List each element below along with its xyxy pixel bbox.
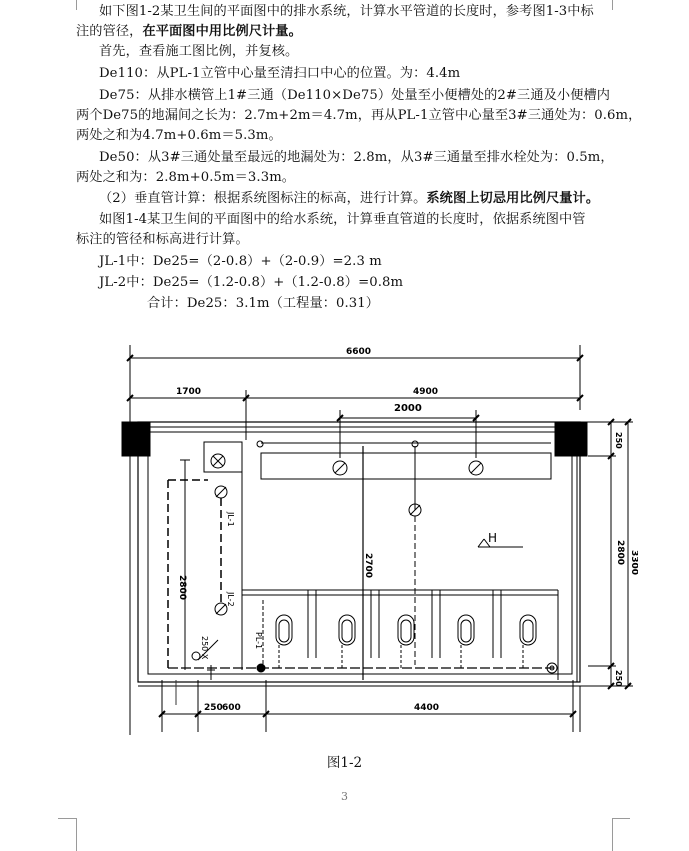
calc-jl1: JL-1中：De25=（2-0.8）+（2-0.9）=2.3 m <box>99 254 382 269</box>
toilet-5 <box>520 615 536 645</box>
paragraph-2: 首先，查看施工图比例，并复核。 <box>99 44 299 59</box>
paragraph-1-line-2 <box>76 22 302 42</box>
dim-4400: 4400 <box>414 703 440 713</box>
crop-mark-bottom-left-h <box>58 818 76 819</box>
crop-mark-top-left <box>76 0 77 10</box>
pl1-riser <box>257 664 265 672</box>
label-h: H <box>488 531 498 545</box>
label-pl1: PL-1 <box>254 632 263 650</box>
paragraph-6 <box>99 189 599 209</box>
toilet-4 <box>458 615 474 645</box>
dim-2800-left: 2800 <box>177 575 187 601</box>
dim-3300: 3300 <box>629 550 638 576</box>
crop-mark-bottom-right-v <box>612 818 613 851</box>
urinal-trough <box>261 453 551 479</box>
page-number: 3 <box>341 790 348 803</box>
column-left <box>122 422 150 456</box>
paragraph-4-line-3: 两处之和为4.7m+0.6m＝5.3m。 <box>76 128 282 143</box>
paragraph-3: De110：从PL-1立管中心量至清扫口中心的位置。为：4.4m <box>99 66 461 81</box>
shaft-box <box>204 442 242 472</box>
dim-2700: 2700 <box>363 553 373 579</box>
paragraph-1-bold: 在平面图中用比例尺计量。 <box>142 24 302 39</box>
paragraph-5-line-2: 两处之和为：2.8m+0.5m＝3.3m。 <box>76 170 296 185</box>
toilet-1 <box>276 615 292 645</box>
dim-4900: 4900 <box>413 387 439 397</box>
toilet-3 <box>398 615 414 645</box>
dim-600: 600 <box>222 703 241 713</box>
paragraph-4-line-2: 两个De75的地漏间之长为：2.7m+2m＝4.7m，再从PL-1立管中心量至3#三通处为：0.6m， <box>76 108 642 123</box>
floor-plan-drawing <box>118 340 638 740</box>
crop-mark-bottom-left-v <box>76 818 77 851</box>
paragraph-1-normal: 注的管径， <box>76 24 143 39</box>
dim-250-left: 250 <box>204 703 223 713</box>
label-jl2: JL-2 <box>226 592 235 607</box>
dim-6600: 6600 <box>346 347 372 357</box>
crop-mark-top-right <box>612 0 613 10</box>
toilet-2 <box>339 615 355 645</box>
paragraph-5-line-1: De50：从3#三通处量至最远的地漏处为：2.8m，从3#三通量至排水栓处为：0.5m， <box>99 150 614 165</box>
dim-250-top: 250 <box>614 432 623 449</box>
floor-plan-svg <box>118 340 638 740</box>
dim-2800-right: 2800 <box>615 540 625 566</box>
calc-total: 合计：De25：3.1m（工程量：0.31） <box>147 296 380 311</box>
crop-mark-bottom-right-h <box>612 818 630 819</box>
paragraph-6-bold: 系统图上切忌用比例尺量计。 <box>426 191 600 206</box>
dim-2000: 2000 <box>394 403 422 414</box>
column-right <box>555 422 587 456</box>
paragraph-6-normal: （2）垂直管计算：根据系统图标注的标高，进行计算。 <box>99 191 427 206</box>
dim-250-bottom: 250 <box>614 670 623 687</box>
label-jl1: JL-1 <box>226 512 235 527</box>
paragraph-1-line-1: 如下图1-2某卫生间的平面图中的排水系统，计算水平管道的长度时，参考图1-3中标 <box>99 4 594 19</box>
paragraph-7-line-1: 如图1-4某卫生间的平面图中的给水系统，计算垂直管道的长度时，依据系统图中管 <box>99 212 586 227</box>
paragraph-7-line-2: 标注的管径和标高进行计算。 <box>76 232 249 247</box>
label-250x: 250 X <box>200 636 209 660</box>
dim-1700: 1700 <box>176 387 202 397</box>
inner-wall <box>148 432 572 674</box>
calc-jl2: JL-2中：De25=（1.2-0.8）+（1.2-0.8）=0.8m <box>99 275 404 290</box>
figure-caption: 图1-2 <box>326 755 363 771</box>
paragraph-4-line-1: De75：从排水横管上1#三通（De110×De75）处量至小便槽处的2#三通及小便槽内 <box>99 88 611 103</box>
